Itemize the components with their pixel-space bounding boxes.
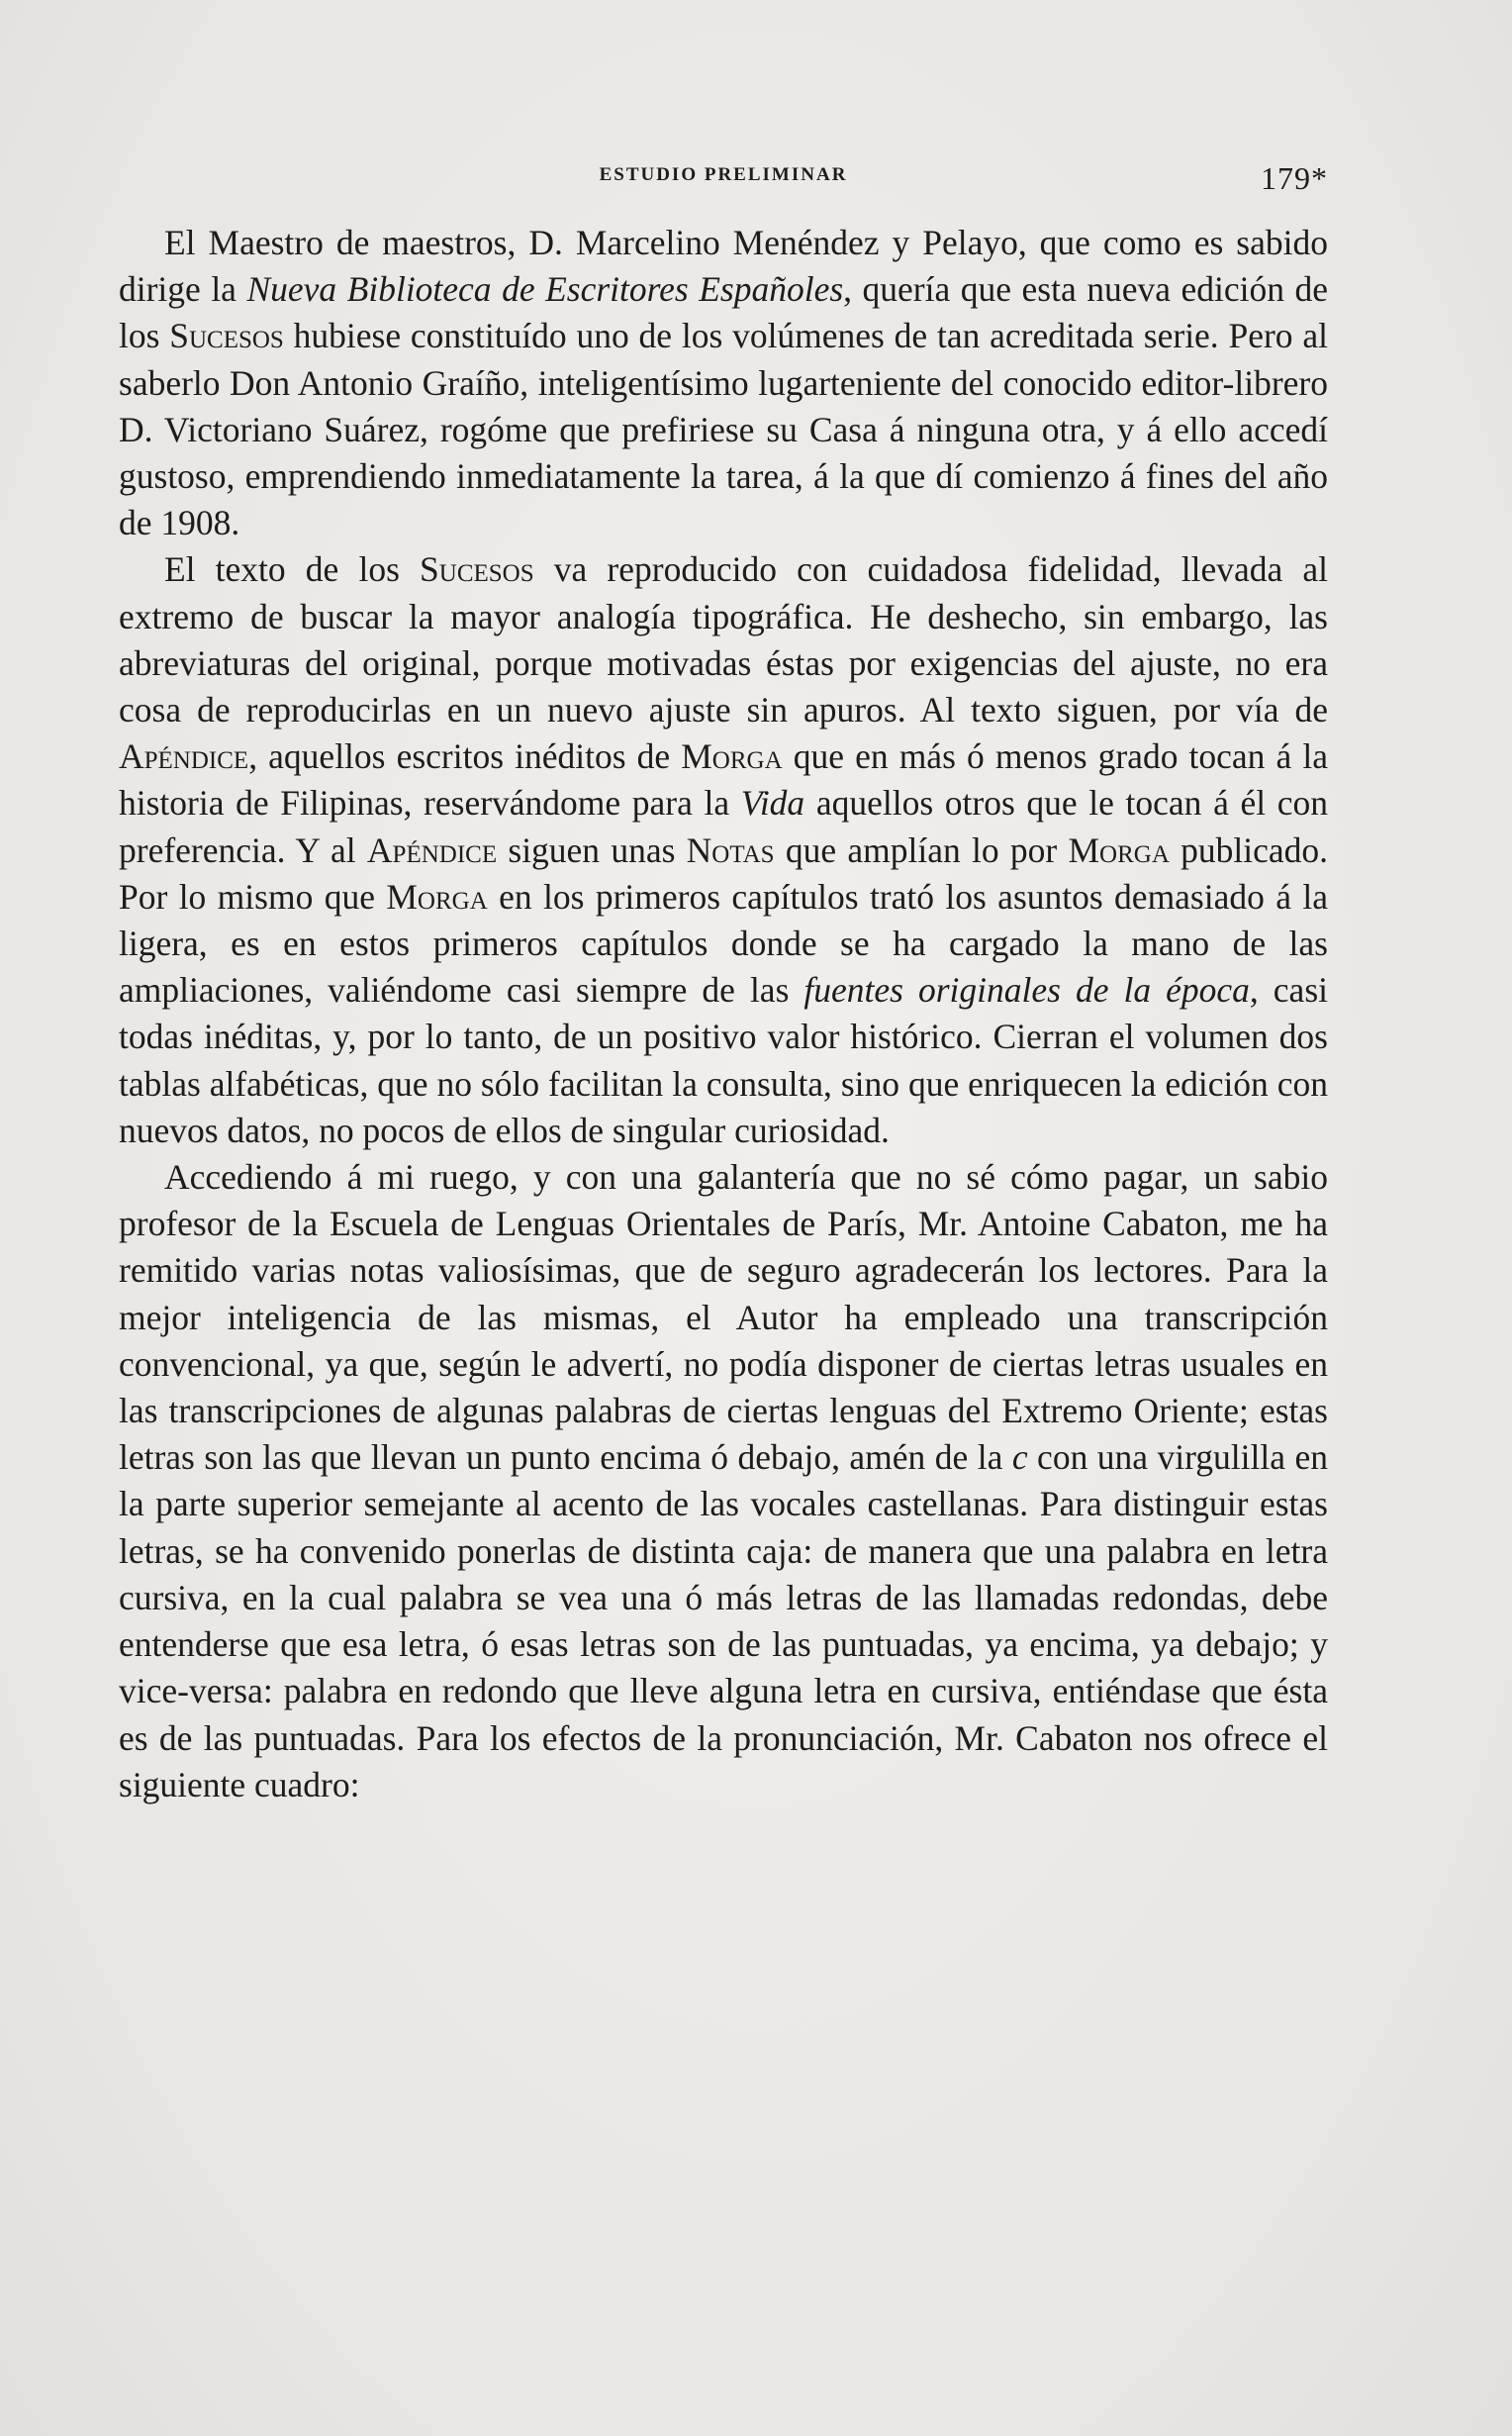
italic-text: Vida [740,783,805,824]
text-run: siguen unas [497,829,687,870]
text-run: en los primeros capítulos trató los asuntos demasiado á la ligera, es en estos primeros capítulos donde se ha cargado la mano de las ampliaciones, valiéndome casi siempre de las [119,876,1329,1011]
text-run: que en más ó menos grado tocan á la historia de Filipinas, reservándome para la [119,736,1328,824]
body-text [119,220,1328,1808]
text-run: El texto de los [164,549,421,590]
running-title: ESTUDIO PRELIMINAR [599,164,848,185]
text-run: que amplían lo por [774,829,1069,870]
text-run: va reproducido con cuidadosa fidelidad, llevada al extremo de buscar la mayor analogía tipográfica. He deshecho, sin embargo, las abreviaturas del original, porque motivadas éstas por exigencias del ajuste, no era cosa de reproducirlas en un nuevo ajuste sin apuros. Al texto siguen, por vía de [119,549,1329,731]
text-run: , aquellos escritos inéditos de [248,736,682,777]
text-run: El Maestro de maestros, D. Marcelino Menéndez y Pelayo, que como es sabido dirige la [119,223,1328,310]
smallcaps-text: Notas [686,829,775,870]
italic-text: fuentes originales de la época [803,970,1250,1011]
text-run: Accediendo á mi ruego, y con una galantería que no sé cómo pagar, un sabio profesor de la Escuela de Lenguas Orientales de París, Mr. Antoine Cabaton, me ha remitido varias notas valiosísimas, que de seguro agradecerán los lectores. Para la mejor inteligencia de las mismas, el Autor ha empleado una transcripción convencional, ya que, según le advertí, no podía disponer de ciertas letras usuales en las transcripciones de algunas palabras de ciertas lenguas del Extremo Oriente; estas letras son las que llevan un punto encima ó debajo, amén de la [119,1157,1328,1478]
page-number: 179* [1261,160,1328,196]
paragraph [119,546,1328,1154]
italic-text: c [1011,1437,1028,1478]
text-run: con una virgulilla en la parte superior semejante al acento de las vocales castellanas. Para distinguir estas letras, se ha convenido ponerlas de distinta caja: de manera que una palabra en letra cursiva, en la cual palabra se vea una ó más letras de las llamadas redondas, debe entenderse que esa letra, ó esas letras son de las puntuadas, ya encima, ya debajo; y vice-versa: palabra en redondo que lleve alguna letra en cursiva, entiéndase que ésta es de las puntuadas. Para los efectos de la pronunciación, Mr. Cabaton nos ofrece el siguiente cuadro: [119,1437,1328,1804]
smallcaps-text: Sucesos [169,316,284,356]
text-run: publicado. Por lo mismo que [119,829,1329,917]
paragraph [119,220,1328,546]
running-head [119,160,1328,196]
text-run: , casi todas inéditas, y, por lo tanto, de un positivo valor histórico. Cierran el volumen dos tablas alfabéticas, que no sólo facilitan la consulta, sino que enriquecen la edición con nuevos datos, no pocos de ellos de singular curiosidad. [119,970,1328,1150]
smallcaps-text: Sucesos [420,549,534,590]
paragraph [119,1154,1328,1808]
text-run: , quería que esta nueva edición de los [119,269,1328,356]
text-run: aquellos otros que le tocan á él con preferencia. Y al [119,783,1328,870]
smallcaps-text: Morga [386,876,488,917]
smallcaps-text: Apéndice [366,829,498,870]
smallcaps-text: Morga [681,736,783,777]
smallcaps-text: Apéndice [119,736,249,777]
italic-text: Nueva Biblioteca de Escritores Españoles [246,269,844,310]
smallcaps-text: Morga [1068,829,1170,870]
text-run: hubiese constituído uno de los volúmenes de tan acreditada serie. Pero al saberlo Don Antonio Graíño, inteligentísimo lugarteniente del conocido editor-librero D. Victoriano Suárez, rogóme que prefiriese su Casa á ninguna otra, y á ello accedí gustoso, emprendiendo inmediatamente la tarea, á la que dí comienzo á fines del año de 1908. [119,316,1328,543]
